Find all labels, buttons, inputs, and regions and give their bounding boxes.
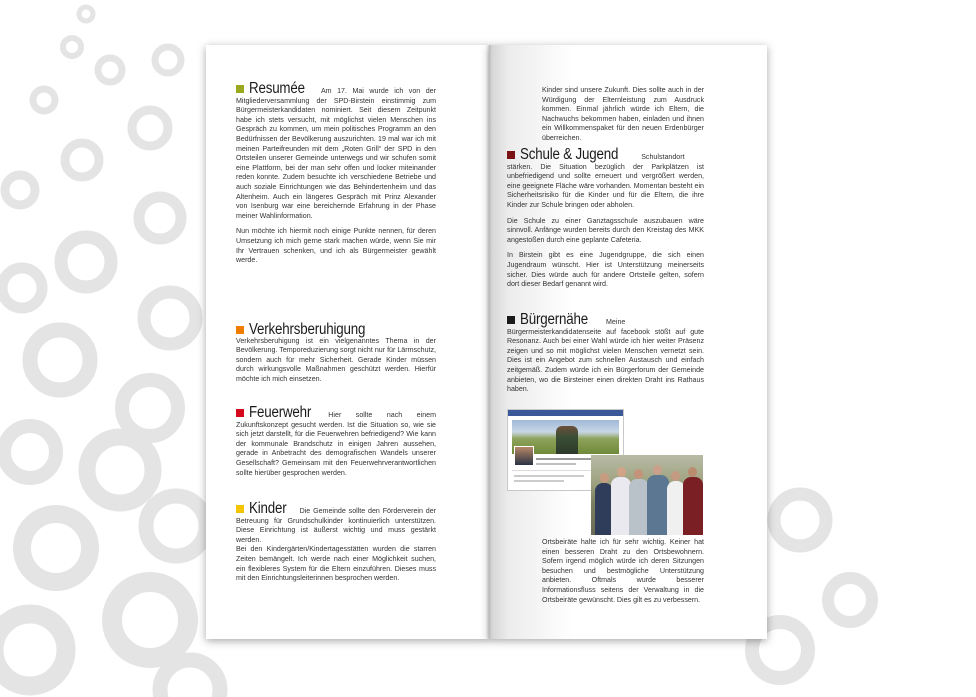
page-fold-shadow bbox=[486, 45, 492, 639]
paragraph: Verkehrsberuhigung ist ein vielgenanntes Thema in der Bevölkerung. Temporeduzierung sorgt nicht nur für Lärmschutz, sondern auch für mehr Sicherheit. Gerade Kinder müssen durch wirkungsvolle Maßnahmen geschützt werden. Hierfür möchte ich mich einsetzen. bbox=[236, 336, 436, 383]
paragraph: In Birstein gibt es eine Jugendgruppe, die sich einen Jugendraum wünscht. Hier ist Unterstützung meinerseits sicher. Dies würde auch für andere Ortsteile gelten, sofern dort dieser Bedarf genannt wird. bbox=[507, 251, 704, 289]
section-feuerwehr bbox=[236, 404, 436, 484]
paragraph: Hier sollte nach einem Zukunftskonzept gesucht werden. Ist die Situation so, wie sie sich jetzt darstellt, für die Feuerwehren befriedigend? Wie kann der kommunale Brandschutz in einigen Jahren aussehen, gerade in Anbetracht des demografischen Wandels unserer Gesellschaft? Gemeinsam mit den Feuerwehrverantwortlichen sollte hierüber gesprochen werden. bbox=[236, 411, 436, 477]
paragraph: Nun möchte ich hiermit noch einige Punkte nennen, für deren Umsetzung ich mich gerne stark machen würde, wenn Sie mir Ihr Vertrauen schenken, und ich als Bürgermeister gewählt werde. bbox=[236, 227, 436, 265]
section-heading: Kinder bbox=[236, 504, 293, 514]
section-verkehrsberuhigung bbox=[236, 321, 436, 391]
section-heading: Feuerwehr bbox=[236, 408, 321, 418]
section-heading: Resumée bbox=[236, 84, 314, 94]
paragraph: Ortsbeiräte halte ich für sehr wichtig. Keiner hat einen besseren Draht zu den Ortsbewohnern. Sofern irgend möglich würde ich deren Sitzungen besuchen und bestmögliche Unterstützung anbieten. Oftmals wurde besserer Informationsfluss seitens der Verwaltung in die Ortsbeiräte gewünscht. Dies gilt es zu verbessern. bbox=[542, 538, 704, 604]
section-heading: Bürgernähe bbox=[507, 315, 599, 325]
section-resumee bbox=[236, 80, 436, 272]
paragraph: Am 17. Mai wurde ich von der Mitgliederversammlung der SPD-Birstein einstimmig zum Bürgermeisterkandidaten nominiert. Seit diesem Zeitpunkt habe ich stets versucht, mit möglichst vielen Menschen ins Gespräch zu kommen, um mein politisches Programm an den Bedürfnissen der Bevölkerung auszurichten. 19 mal war ich mit meinen Parteifreunden mit dem „Roten Grill“ der SPD in den Ortsteilen unserer Gemeinde unterwegs und wir schufen somit eine Plattform, bei der man sehr offen und locker miteinander reden konnte. Zudem besuchte ich verschiedene Betriebe und auch soziale Einrichtungen wie das Behindertenheim und das Altenheim. Auch ein längeres Gespräch mit Prinz Alexander von Isenburg war eine bereichernde Erfahrung in der Phase meiner Wahlinformation. bbox=[236, 87, 436, 220]
section-kinder-continued bbox=[542, 86, 704, 150]
section-buergernaehe bbox=[507, 311, 704, 401]
black-square-icon bbox=[507, 316, 515, 324]
red-square-icon bbox=[236, 409, 244, 417]
paragraph: Die Gemeinde sollte den Förderverein der Betreuung für Grundschulkinder kontinuierlich unterstützen. Diese Einrichtung ist äußerst wichtig und muss gestärkt werden. bbox=[236, 507, 436, 544]
group-photo bbox=[591, 455, 703, 535]
green-square-icon bbox=[236, 85, 244, 93]
darkred-square-icon bbox=[507, 151, 515, 159]
paragraph: Kinder sind unsere Zukunft. Dies sollte auch in der Würdigung der Elternleistung zum Ausdruck kommen. Einmal jährlich würde ich Eltern, die Nachwuchs bekommen haben, einladen und ihnen ein Willkommenspaket für den neuen Erdenbürger überreichen. bbox=[542, 86, 704, 142]
section-heading: Schule & Jugend bbox=[507, 150, 634, 160]
paragraph: Meine Bürgermeisterkandidatenseite auf facebook stößt auf gute Resonanz. Auch bei einer Wahl würde ich hier weiter Präsenz zeigen und so mit möglichst vielen Menschen vernetzt sein. Dies ist ein Angebot zum schnellen Austausch und einfach zeitgemäß. Zudem würde ich ein Bürgerforum der Gemeinde anbieten, wo die Birsteiner einen direkten Draht ins Rathaus haben. bbox=[507, 318, 704, 394]
paragraph: Bei den Kindergärten/Kindertagesstätten wurden die starren Zeiten bemängelt. Ich werde nach einer Möglichkeit suchen, ein flexibleres System für die Eltern einzuführen. Dieses muss mit den Einrichtungsleiterinnen besprochen werden. bbox=[236, 545, 436, 583]
orange-square-icon bbox=[236, 326, 244, 334]
paragraph: Schulstandort stärken. Die Situation bezüglich der Parkplätzen ist unbefriedigend und sollte erneuert und vergrößert werden, eine geeignete Fläche wäre vorhanden. Momentan besteht ein Sicherheitsrisiko für die Kinder und für die Eltern, die ihre Kinder zur Schule bringen oder abholen. bbox=[507, 153, 704, 209]
brochure-page-left bbox=[206, 45, 489, 639]
section-schule-jugend bbox=[507, 146, 704, 296]
section-kinder bbox=[236, 500, 436, 590]
section-ortsbeiraete bbox=[542, 538, 704, 611]
yellow-square-icon bbox=[236, 505, 244, 513]
section-heading: Verkehrsberuhigung bbox=[236, 325, 384, 335]
paragraph: Die Schule zu einer Ganztagsschule auszubauen wäre sinnvoll. Anfänge wurden bereits durch den Kreistag des MKK angestoßen durch eine geplante Cafeteria. bbox=[507, 216, 704, 244]
brochure-page-right bbox=[489, 45, 767, 639]
